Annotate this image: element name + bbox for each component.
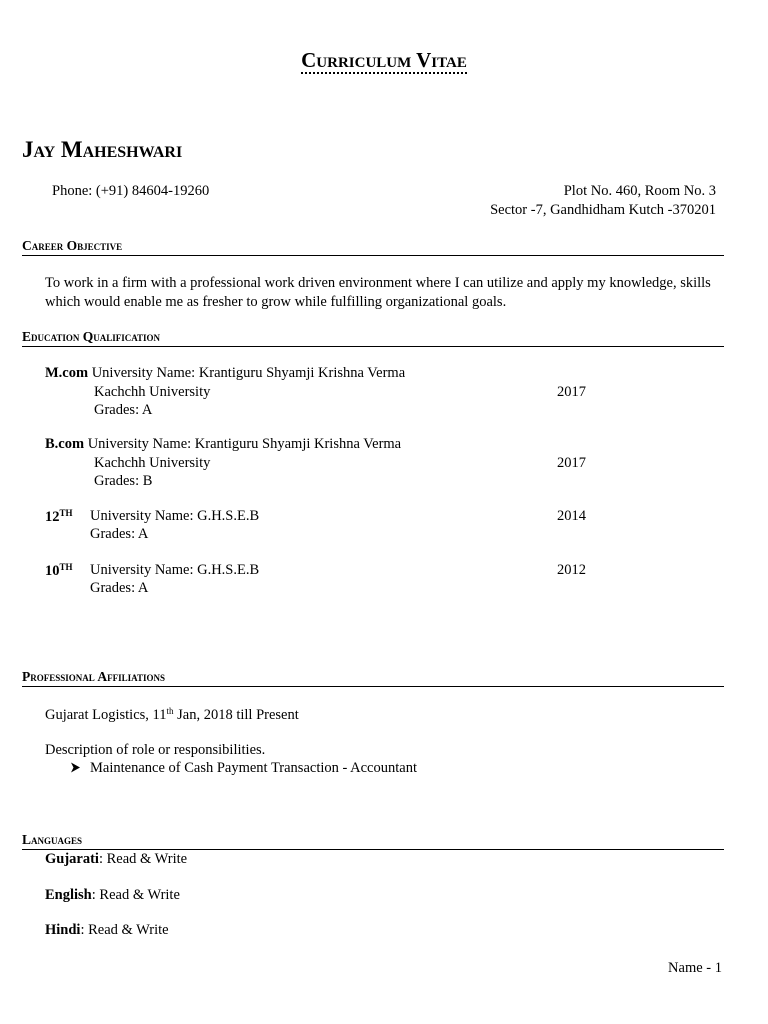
education-entry-mcom [45,365,405,382]
affiliation-company-pre: Gujarat Logistics, 11 [45,707,167,723]
affiliation-description: Description of role or responsibilities. [45,742,266,758]
language-name: English [45,887,92,903]
degree [45,509,73,525]
education-entry-12th [45,508,73,526]
university-line1: University Name: Krantiguru Shyamji Krishna Verma [91,365,406,381]
education-entry-bcom [45,436,401,453]
language-item [45,887,180,904]
language-name: Gujarati [45,851,99,867]
language-level: : Read & Write [91,887,180,903]
address-line-2: Sector -7, Gandhidham Kutch -370201 [490,202,716,218]
language-item [45,922,169,939]
degree-suffix: TH [59,562,73,572]
university-line1: University Name: Krantiguru Shyamji Krishna Verma [87,436,402,452]
degree-number: 12 [45,509,60,525]
degree [45,563,73,579]
year: 2012 [557,562,586,578]
degree-number: 10 [45,563,60,579]
university-line2: Kachchh University [94,455,211,471]
candidate-name: Jay Maheshwari [22,137,183,162]
university-line1: University Name: G.H.S.E.B [90,508,260,524]
language-level: : Read & Write [80,922,169,938]
grades: Grades: A [90,526,149,542]
page-footer: Name - 1 [668,960,722,976]
affiliation-company-post: Jan, 2018 till Present [173,707,299,723]
degree: B.com [45,436,85,452]
phone: Phone: (+91) 84604-19260 [52,183,210,199]
education-entry-10th [45,562,73,580]
languages-heading: Languages [22,832,724,850]
grades: Grades: A [94,402,153,418]
language-level: : Read & Write [98,851,188,867]
year: 2017 [557,384,586,400]
career-objective-text: To work in a firm with a professional work driven environment where I can utilize and apply my knowledge, skills which would enable me as fresher to grow while fulfilling organizational goals. [45,275,711,310]
document-title-text: Curriculum Vitae [301,48,467,72]
year: 2014 [557,508,586,524]
education-heading: Education Qualification [22,329,724,347]
affiliations-heading: Professional Affiliations [22,669,724,687]
language-name: Hindi [45,922,81,938]
document-title [0,48,768,73]
bullet-item [70,760,417,777]
address-line-1: Plot No. 460, Room No. 3 [563,183,716,199]
grades: Grades: B [94,473,153,489]
affiliation-company [45,706,299,724]
degree-suffix: TH [59,508,73,518]
arrow-bullet-icon [70,760,90,777]
grades: Grades: A [90,580,149,596]
bullet-text: Maintenance of Cash Payment Transaction - Accountant [90,760,417,776]
language-item [45,851,187,868]
affiliation-company-sup: th [166,706,174,716]
degree: M.com [45,365,89,381]
career-objective-heading: Career Objective [22,238,724,256]
year: 2017 [557,455,586,471]
university-line1: University Name: G.H.S.E.B [90,562,260,578]
university-line2: Kachchh University [94,384,211,400]
